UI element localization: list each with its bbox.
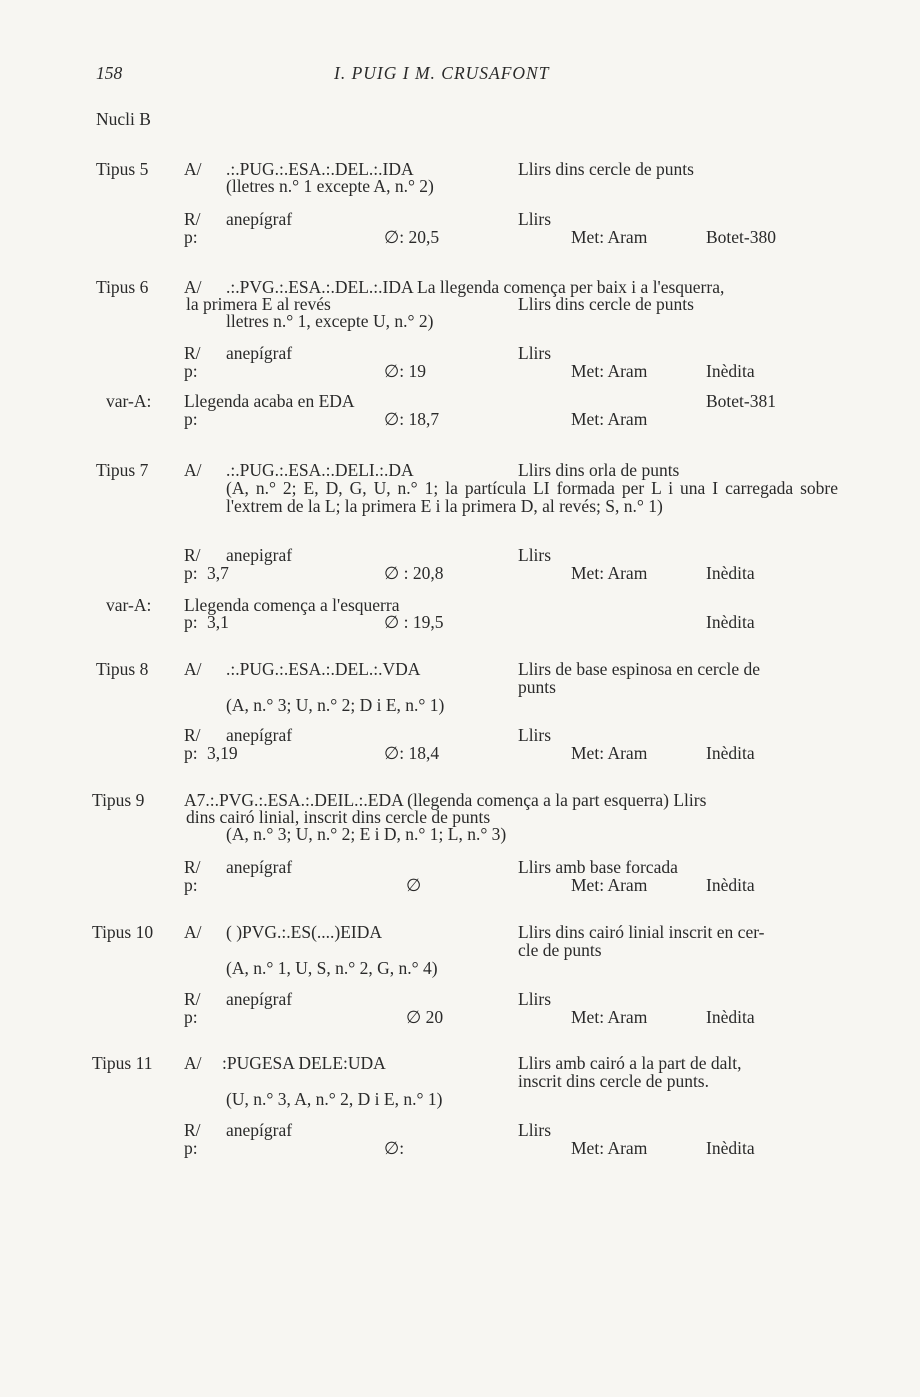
obverse-tag: A/ [184,1053,202,1073]
page-number: 158 [96,63,123,83]
diameter: ∅ : 20,8 [384,563,444,583]
variant-weight-tag: p: [184,612,198,632]
reverse-description: Llirs [518,989,552,1009]
type-label: Tipus 9 [92,790,145,810]
type-label: Tipus 6 [96,277,149,297]
reverse-description: Llirs [518,725,552,745]
obverse-description-line1: Llirs amb cairó a la part de dalt, [518,1053,742,1073]
metal: Met: Aram [571,1138,648,1158]
metal: Met: Aram [571,361,648,381]
letter-note: lletres n.° 1, excepte U, n.° 2) [226,311,434,331]
reverse-legend: anepígraf [226,1120,293,1140]
weight-value: 3,7 [207,563,229,583]
letter-note: (A, n.° 3; U, n.° 2; D i E, n.° 1) [226,695,445,715]
metal: Met: Aram [571,1007,648,1027]
variant-tag: var-A: [106,595,152,615]
variant-weight-value: 3,1 [207,612,229,632]
diameter: ∅: 20,5 [384,227,440,247]
letter-note: (A, n.° 1, U, S, n.° 2, G, n.° 4) [226,958,438,978]
diameter: ∅ 20 [406,1007,444,1027]
obverse-tag: A/ [184,460,202,480]
type-label: Tipus 5 [96,159,149,179]
obverse-description: Llirs dins cercle de punts [518,294,694,314]
reverse-tag: R/ [184,725,201,745]
weight-value: 3,19 [207,743,238,763]
diameter: ∅: 18,4 [384,743,440,763]
obverse-legend-line2: la primera E al revés [186,294,331,314]
reverse-legend: anepigraf [226,545,293,565]
type-label: Tipus 11 [92,1053,153,1073]
reverse-description: Llirs [518,545,552,565]
reference: Inèdita [706,743,755,763]
variant-metal: Met: Aram [571,409,648,429]
weight-tag: p: [184,361,198,381]
reverse-legend: anepígraf [226,989,293,1009]
obverse-tag: A/ [184,922,202,942]
obverse-description: Llirs dins orla de punts [518,460,680,480]
reverse-description: Llirs [518,209,552,229]
reverse-legend: anepígraf [226,857,293,877]
metal: Met: Aram [571,563,648,583]
obverse-description-line2: inscrit dins cercle de punts. [518,1071,709,1091]
type-label: Tipus 8 [96,659,149,679]
reference: Inèdita [706,361,755,381]
section-title: Nucli B [96,109,151,129]
reference: Inèdita [706,1007,755,1027]
letter-note: (A, n.° 2; E, D, G, U, n.° 1; la partícula LI formada per L i una I carregada sobre l'extrem de la L; la primera E i la primera D, al revés; S, n.° 1) [226,478,838,516]
variant-diameter: ∅: 18,7 [384,409,440,429]
obverse-tag: A/ [184,159,202,179]
obverse-legend-line1: .:.PVG.:.ESA.:.DEL.:.IDA La llegenda comença per baix i a l'esquerra, [226,277,725,297]
reverse-legend: anepígraf [226,725,293,745]
reverse-tag: R/ [184,1120,201,1140]
reverse-tag: R/ [184,545,201,565]
weight-tag: p: [184,875,198,895]
obverse-legend-line1: A7.:.PVG.:.ESA.:.DEIL.:.EDA (llegenda comença a la part esquerra) Llirs [184,790,707,810]
metal: Met: Aram [571,875,648,895]
type-label: Tipus 7 [96,460,149,480]
obverse-description: Llirs dins cercle de punts [518,159,694,179]
reference: Inèdita [706,875,755,895]
metal: Met: Aram [571,743,648,763]
reference: Botet-380 [706,227,776,247]
obverse-description-line2: cle de punts [518,940,602,960]
variant-text: Llegenda comença a l'esquerra [184,595,400,615]
letter-note: (U, n.° 3, A, n.° 2, D i E, n.° 1) [226,1089,443,1109]
reference: Inèdita [706,563,755,583]
obverse-description-line1: Llirs dins cairó linial inscrit en cer- [518,922,765,942]
reference: Inèdita [706,1138,755,1158]
reverse-description: Llirs [518,343,552,363]
obverse-tag: A/ [184,659,202,679]
weight-tag: p: [184,1138,198,1158]
variant-diameter: ∅ : 19,5 [384,612,444,632]
diameter: ∅ [406,875,422,895]
reverse-description: Llirs amb base forcada [518,857,678,877]
reverse-tag: R/ [184,989,201,1009]
obverse-legend-line2: dins cairó linial, inscrit dins cercle de punts [186,807,491,827]
variant-reference: Inèdita [706,612,755,632]
obverse-legend: .:.PUG.:.ESA.:.DEL.:.IDA [226,159,414,179]
reverse-legend: anepígraf [226,343,293,363]
letter-note: (A, n.° 3; U, n.° 2; E i D, n.° 1; L, n.° 3) [226,824,507,844]
variant-weight-tag: p: [184,409,198,429]
reverse-tag: R/ [184,343,201,363]
diameter: ∅: [384,1138,405,1158]
weight-tag: p: [184,227,198,247]
obverse-description-line1: Llirs de base espinosa en cercle de [518,659,760,679]
reverse-tag: R/ [184,209,201,229]
diameter: ∅: 19 [384,361,426,381]
reverse-tag: R/ [184,857,201,877]
variant-tag: var-A: [106,391,152,411]
variant-text: Llegenda acaba en EDA [184,391,355,411]
type-label: Tipus 10 [92,922,154,942]
obverse-legend: :PUGESA DELE:UDA [222,1053,386,1073]
variant-reference: Botet-381 [706,391,776,411]
reverse-description: Llirs [518,1120,552,1140]
reverse-legend: anepígraf [226,209,293,229]
obverse-legend: .:.PUG.:.ESA.:.DELI.:.DA [226,460,414,480]
weight-tag: p: [184,563,198,583]
weight-tag: p: [184,1007,198,1027]
obverse-legend: ( )PVG.:.ES(....)EIDA [226,922,383,942]
weight-tag: p: [184,743,198,763]
running-title: I. PUIG I M. CRUSAFONT [334,63,550,83]
obverse-description-line2: punts [518,677,556,697]
obverse-tag: A/ [184,277,202,297]
obverse-legend: .:.PUG.:.ESA.:.DEL.:.VDA [226,659,421,679]
letter-note: (lletres n.° 1 excepte A, n.° 2) [226,176,434,196]
metal: Met: Aram [571,227,648,247]
